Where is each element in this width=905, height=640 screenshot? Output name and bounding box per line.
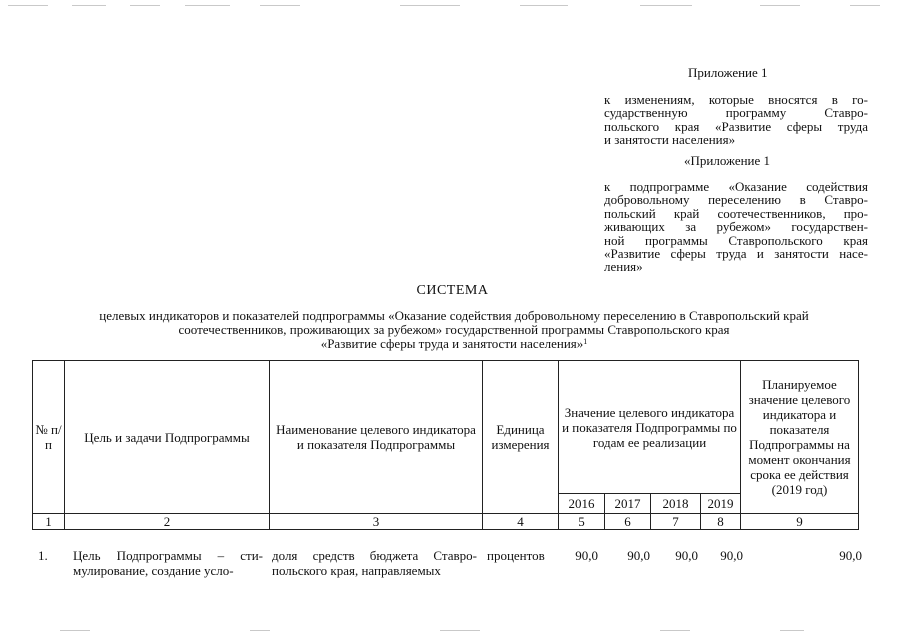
subtitle-line: целевых индикаторов и показателей подпрограммы «Оказание содействия добровольному переселению в Ставропольский край	[99, 308, 809, 323]
sub-appendix-title: «Приложение 1	[684, 153, 771, 168]
column-number: 5	[559, 514, 605, 530]
appendix-description	[604, 93, 868, 147]
row-goal: Цель Подпрограммы – сти- мулирование, создание усло-	[73, 548, 263, 578]
header-year: 2017	[605, 494, 651, 514]
appendix-line: живающих за рубежом» государствен-	[604, 219, 868, 235]
row-value-2018: 90,0	[675, 548, 698, 563]
column-number: 9	[741, 514, 859, 530]
header-year: 2019	[701, 494, 741, 514]
row-planned: 90,0	[839, 548, 862, 563]
header-indicator: Наименование целевого индикатора и показателя Подпрограммы	[270, 361, 483, 514]
scan-noise-top	[0, 3, 905, 7]
column-number: 2	[65, 514, 270, 530]
appendix-line: к подпрограмме «Оказание содействия	[604, 179, 868, 194]
row-value-2017: 90,0	[627, 548, 650, 563]
appendix-line: ной программы Ставропольского края	[604, 232, 868, 248]
appendix-line: ления»	[604, 259, 643, 275]
document-subtitle	[30, 309, 878, 351]
row-value-2016: 90,0	[575, 548, 598, 563]
header-unit: Единица измерения	[483, 361, 559, 514]
row-value-2019: 90,0	[720, 548, 743, 563]
column-number: 6	[605, 514, 651, 530]
document-title: СИСТЕМА	[416, 283, 489, 298]
column-number: 8	[701, 514, 741, 530]
row-unit: процентов	[487, 548, 545, 563]
subtitle-line: «Развитие сферы труда и занятости населения»$^1$	[320, 336, 588, 351]
appendix-line: и занятости населения»	[604, 132, 736, 148]
header-num: № п/п	[33, 361, 65, 514]
header-goal: Цель и задачи Подпрограммы	[65, 361, 270, 514]
column-number: 7	[651, 514, 701, 530]
column-number: 3	[270, 514, 483, 530]
sub-appendix-description	[604, 180, 868, 274]
appendix-line: польского края «Развитие сферы труда	[604, 118, 868, 134]
header-planned: Планируемое значение целевого индикатора и показателя Подпрограммы на момент окончания срока ее действия (2019 год)	[741, 361, 859, 514]
appendix-title: Приложение 1	[688, 65, 768, 80]
header-year: 2016	[559, 494, 605, 514]
subtitle-line: соотечественников, проживающих за рубежом» государственной программы Ставропольского края	[178, 322, 730, 337]
row-num: 1.	[38, 548, 48, 563]
appendix-line: польский край соотечественников, про-	[604, 205, 868, 221]
indicators-table-header	[32, 360, 859, 530]
scan-noise-bottom	[0, 628, 905, 632]
header-values-group: Значение целевого индикатора и показателя Подпрограммы по годам ее реализации	[559, 361, 741, 494]
appendix-line: к изменениям, которые вносятся в го-	[604, 92, 868, 107]
appendix-line: сударственную программу Ставро-	[604, 105, 868, 121]
column-number: 1	[33, 514, 65, 530]
header-year: 2018	[651, 494, 701, 514]
footnote-mark: 1	[583, 337, 588, 346]
row-indicator: доля средств бюджета Ставро- польского края, направляемых	[272, 548, 477, 578]
column-number: 4	[483, 514, 559, 530]
appendix-line: «Развитие сферы труда и занятости насе-	[604, 246, 868, 262]
appendix-line: добровольному переселению в Ставро-	[604, 192, 868, 208]
